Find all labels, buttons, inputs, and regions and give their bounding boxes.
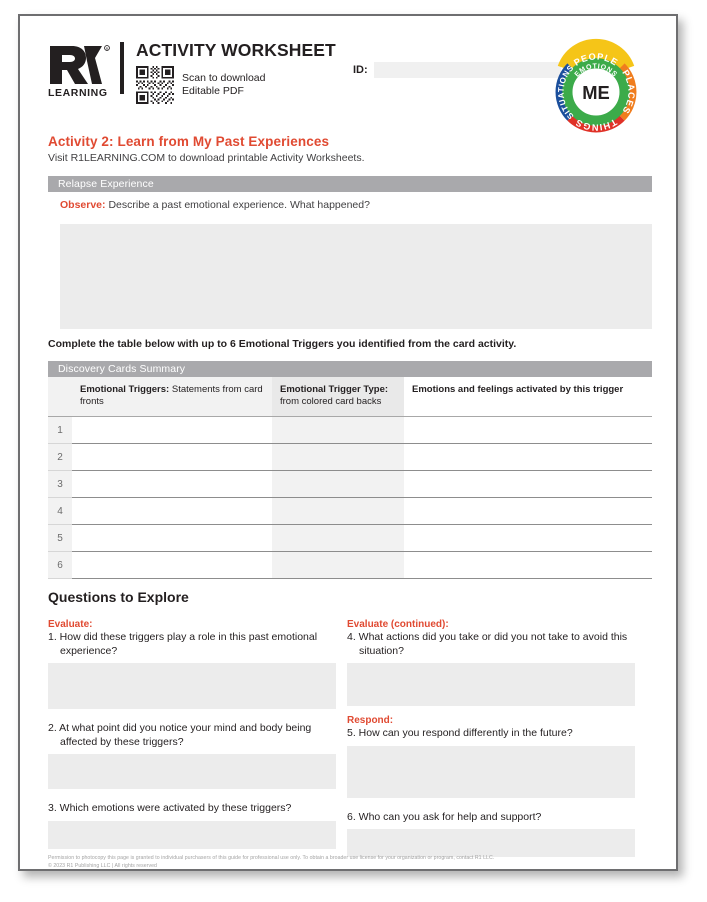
activity-subheading: Visit R1LEARNING.COM to download printable Activity Worksheets. [48,152,365,164]
svg-text:PEOPLE: PEOPLE [572,51,620,68]
row-emotions-cell[interactable] [404,552,652,579]
col-number-header [48,377,72,417]
table-body [48,417,652,579]
row-trigger-cell[interactable] [72,552,272,579]
worksheet-page [18,14,678,871]
row-number: 5 [48,525,72,552]
observe-prompt [60,199,370,211]
svg-text:SITUATIONS: SITUATIONS [556,63,576,121]
activity-heading: Activity 2: Learn from My Past Experiences [48,134,330,149]
question-2-answer-box[interactable] [48,754,336,789]
question-5-answer-box[interactable] [347,746,635,798]
question-6-answer-box[interactable] [347,829,635,857]
row-type-cell[interactable] [272,552,404,579]
question-1-answer-box[interactable] [48,663,336,709]
question-6-text: 6. Who can you ask for help and support? [347,810,542,823]
qr-caption [182,72,265,98]
table-row [48,444,652,471]
id-input[interactable] [374,62,561,78]
qr-caption-line2: Editable PDF [182,85,244,97]
me-wheel-icon [542,38,650,146]
question-1-text: 1. How did these triggers play a role in this past emotional experience? [48,631,318,657]
row-number: 1 [48,417,72,444]
col-triggers-light: Statements from card fronts [80,384,263,407]
row-emotions-cell[interactable] [404,498,652,525]
col-emotions-bold: Emotions and feelings activated by this trigger [412,384,624,395]
question-2-text: 2. At what point did you notice your mind and body being affected by these triggers? [48,722,312,748]
r1-logo-mark [48,44,114,86]
qr-code-icon[interactable] [136,66,174,104]
row-type-cell[interactable] [272,444,404,471]
footer-copyright-line: © 2023 R1 Publishing LLC | All rights reserved [48,863,157,869]
qr-caption-line1: Scan to download [182,72,266,84]
logo-wordmark: LEARNING [48,87,108,99]
row-number: 4 [48,498,72,525]
r1-learning-logo [48,44,114,104]
svg-text:ME: ME [582,82,610,104]
svg-text:THINGS: THINGS [573,116,619,133]
worksheet-sheet [20,16,676,869]
footer-permission-line: Permission to photocopy this page is granted to individual purchasers of this guide for professional use only. To obtain a broader use license for your organization or program, contact R1 LLC. [48,855,495,861]
row-type-cell[interactable] [272,471,404,498]
relapse-experience-band: Relapse Experience [48,176,652,192]
row-type-cell[interactable] [272,417,404,444]
question-category-respond: Respond: [347,715,394,726]
col-type-light: from colored card backs [280,396,382,407]
page-title: ACTIVITY WORKSHEET [136,40,336,60]
title-block [136,40,336,104]
row-emotions-cell[interactable] [404,444,652,471]
row-trigger-cell[interactable] [72,417,272,444]
svg-text:EMOTIONS: EMOTIONS [573,63,619,79]
id-field-group [353,62,561,78]
table-row [48,417,652,444]
table-intro-text: Complete the table below with up to 6 Emotional Triggers you identified from the card activity. [48,338,517,350]
col-triggers-header [72,377,272,417]
row-number: 3 [48,471,72,498]
question-5-text: 5. How can you respond differently in the future? [347,727,573,739]
row-number: 2 [48,444,72,471]
observe-question: Describe a past emotional experience. What happened? [108,199,370,211]
question-category-evaluate-continued: Evaluate (continued): [347,619,449,630]
table-row [48,471,652,498]
questions-column-right [347,619,635,857]
page-header [48,40,652,133]
col-type-header [272,377,404,417]
row-type-cell[interactable] [272,525,404,552]
col-type-bold: Emotional Trigger Type: [280,384,389,395]
table-header-row [48,377,652,417]
row-number: 6 [48,552,72,579]
observe-label: Observe: [60,199,106,211]
observe-answer-box[interactable] [60,224,652,329]
row-emotions-cell[interactable] [404,417,652,444]
svg-text:R: R [105,47,109,51]
col-emotions-header [404,377,652,417]
row-trigger-cell[interactable] [72,525,272,552]
discovery-cards-band: Discovery Cards Summary [48,361,652,377]
me-wheel-graphic [542,38,650,146]
questions-column-left [48,619,336,849]
question-category-evaluate: Evaluate: [48,619,93,630]
logo-divider [120,42,124,94]
row-emotions-cell[interactable] [404,471,652,498]
question-4-answer-box[interactable] [347,663,635,706]
qr-row [136,66,336,104]
col-triggers-bold: Emotional Triggers: [80,384,170,395]
question-4-text: 4. What actions did you take or did you not take to avoid this situation? [347,631,628,657]
question-3-answer-box[interactable] [48,821,336,849]
svg-text:PLACES: PLACES [620,68,637,116]
questions-section-title: Questions to Explore [48,589,189,605]
row-trigger-cell[interactable] [72,444,272,471]
row-trigger-cell[interactable] [72,498,272,525]
r1-logo-icon [48,44,114,86]
row-trigger-cell[interactable] [72,471,272,498]
table-row [48,525,652,552]
table-row [48,498,652,525]
question-3-text: 3. Which emotions were activated by these triggers? [48,802,292,814]
row-type-cell[interactable] [272,498,404,525]
id-label: ID: [353,64,368,76]
row-emotions-cell[interactable] [404,525,652,552]
discovery-cards-table [48,377,652,579]
page-footer [48,854,652,870]
table-row [48,552,652,579]
